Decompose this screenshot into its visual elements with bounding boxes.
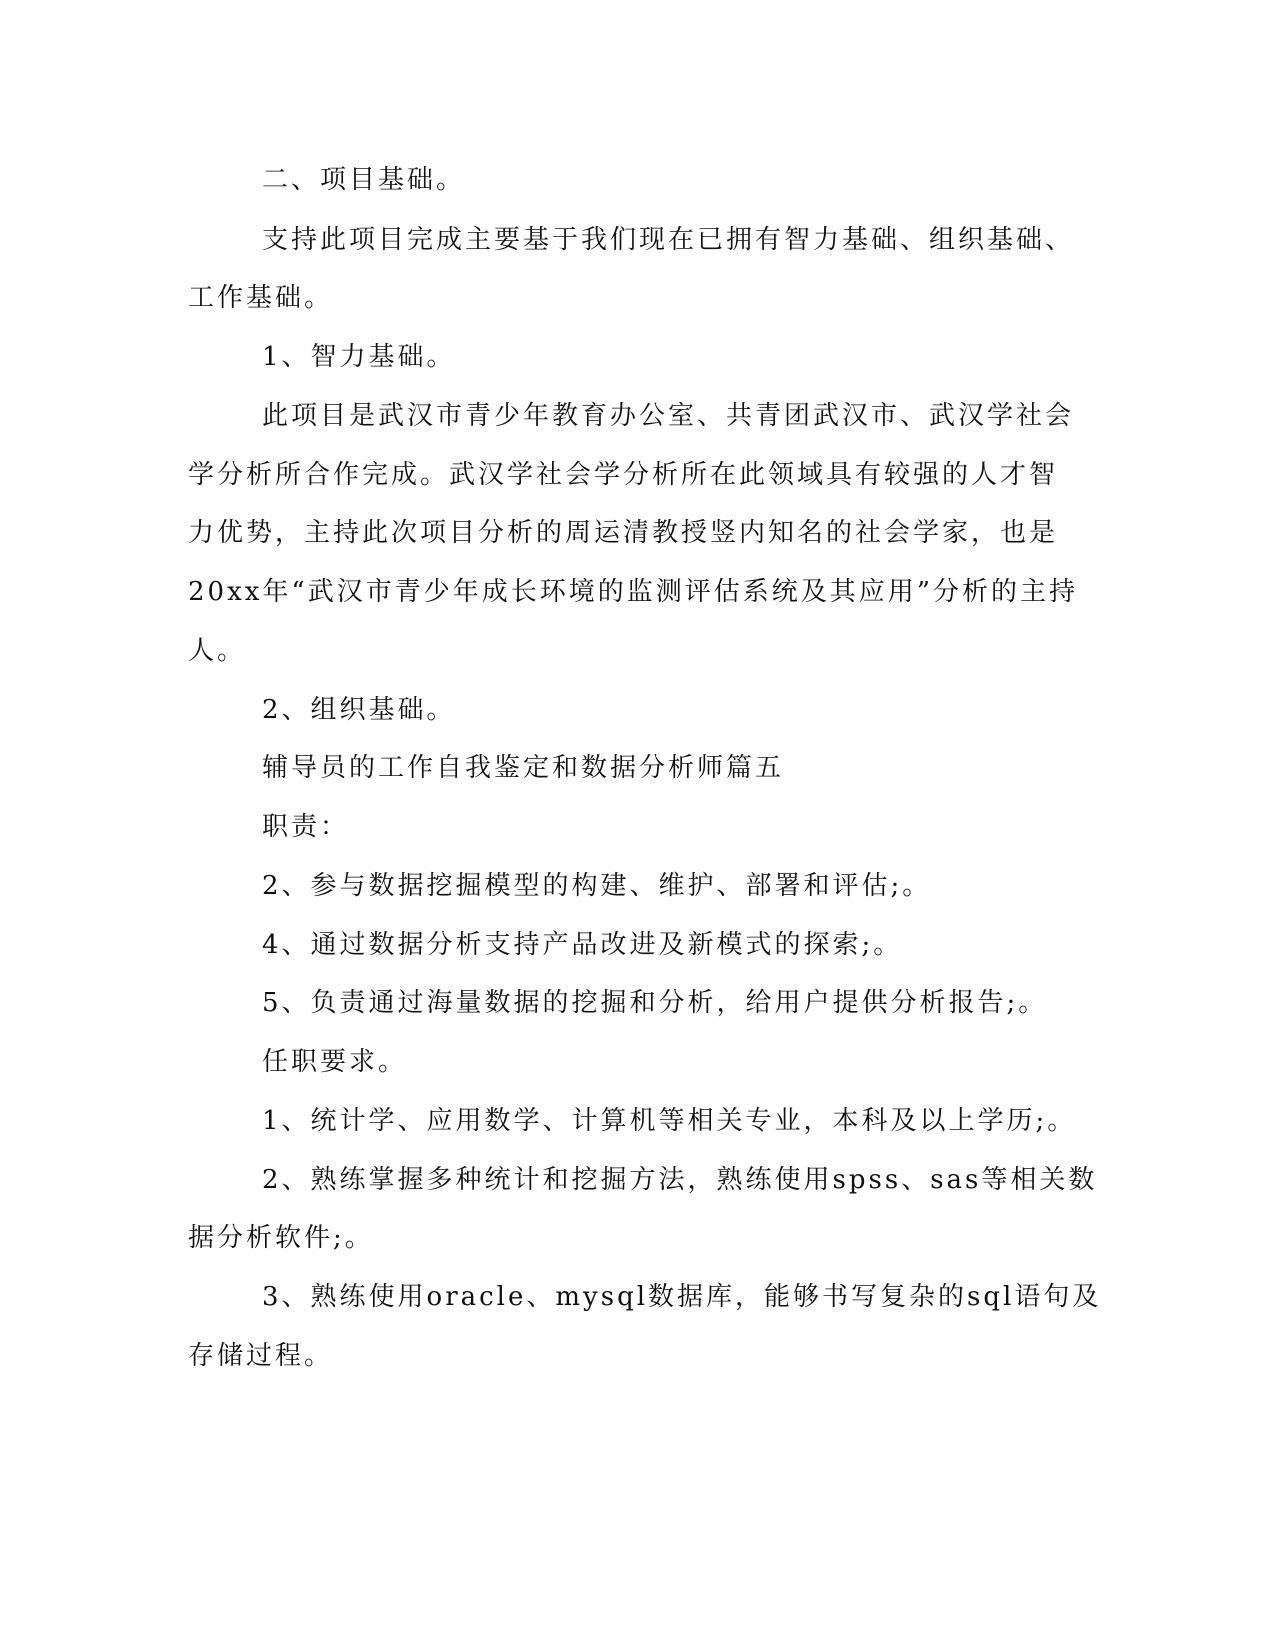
paragraph-line: 支持此项目完成主要基于我们现在已拥有智力基础、组织基础、: [262, 225, 1075, 255]
list-item: 2、参与数据挖掘模型的构建、维护、部署和评估;。: [262, 871, 932, 901]
subheading-organizational-basis: 2、组织基础。: [262, 695, 456, 725]
responsibilities-heading: 职责：: [262, 812, 350, 842]
list-item: 5、负责通过海量数据的挖掘和分析，给用户提供分析报告;。: [262, 988, 1048, 1018]
section-title: 辅导员的工作自我鉴定和数据分析师篇五: [262, 753, 785, 783]
paragraph-line: 工作基础。: [188, 283, 334, 313]
list-item: 3、熟练使用oracle、mysql数据库，能够书写复杂的sql语句及: [262, 1282, 1102, 1312]
paragraph-line: 力优势，主持此次项目分析的周运清教授竖内知名的社会学家，也是: [188, 518, 1059, 548]
section-heading-project-basis: 二、项目基础。: [262, 165, 466, 195]
paragraph-line: 20xx年“武汉市青少年成长环境的监测评估系统及其应用”分析的主持: [188, 577, 1078, 607]
subheading-intellectual-basis: 1、智力基础。: [262, 342, 456, 372]
list-item: 2、熟练掌握多种统计和挖掘方法，熟练使用spss、sas等相关数: [262, 1165, 1098, 1195]
paragraph-line: 此项目是武汉市青少年教育办公室、共青团武汉市、武汉学社会: [262, 401, 1075, 431]
list-item-continuation: 存储过程。: [188, 1341, 334, 1371]
paragraph-line: 人。: [188, 636, 247, 666]
paragraph-line: 学分析所合作完成。武汉学社会学分析所在此领域具有较强的人才智: [188, 460, 1059, 490]
list-item: 1、统计学、应用数学、计算机等相关专业，本科及以上学历;。: [262, 1106, 1077, 1136]
list-item-continuation: 据分析软件;。: [188, 1223, 374, 1253]
requirements-heading: 任职要求。: [262, 1047, 408, 1077]
list-item: 4、通过数据分析支持产品改进及新模式的探索;。: [262, 930, 903, 960]
